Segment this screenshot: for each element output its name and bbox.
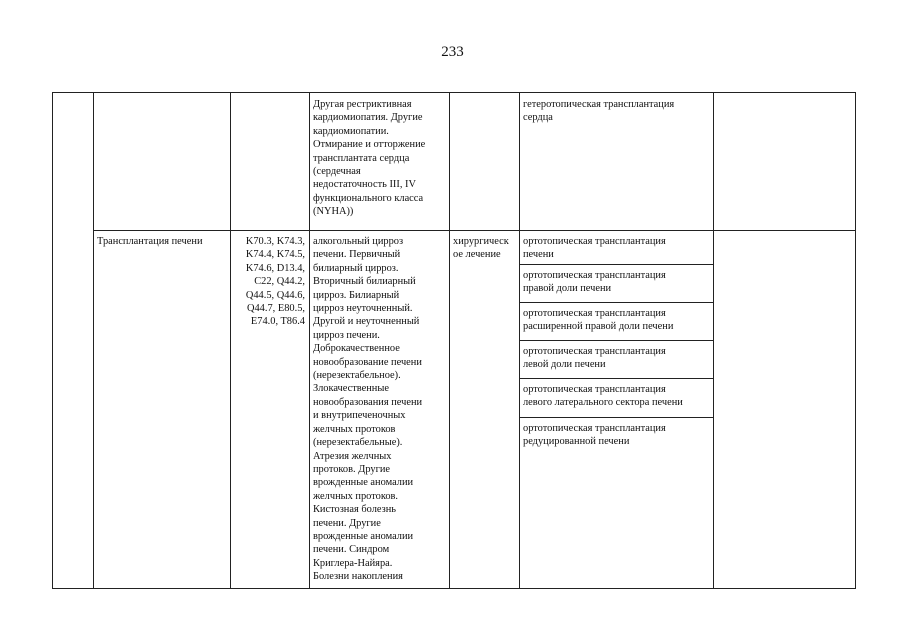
- method-divider: [519, 417, 713, 418]
- method-divider: [519, 378, 713, 379]
- row-divider: [93, 230, 855, 231]
- column-divider: [230, 93, 231, 588]
- method-divider: [519, 302, 713, 303]
- method-orthotopic-liver: ортотопическая трансплантация печени: [523, 236, 666, 261]
- method-reduced-liver: ортотопическая трансплантация редуцированной печени: [523, 423, 666, 448]
- page-number: 233: [441, 44, 464, 60]
- treatment-type-cell: хирургическ ое лечение: [453, 236, 509, 261]
- column-divider: [93, 93, 94, 588]
- document-table: [52, 92, 856, 589]
- heart-indications-cell: Другая рестриктивная кардиомиопатия. Другие кардиомиопатии. Отмирание и отторжение трансплантата сердца (сердечная недостаточность III, IV функционального класса (NYHA)): [313, 99, 426, 218]
- method-left-lateral-sector: ортотопическая трансплантация левого латерального сектора печени: [523, 384, 683, 409]
- column-divider: [713, 93, 714, 588]
- method-divider: [519, 264, 713, 265]
- method-divider: [519, 340, 713, 341]
- method-right-lobe: ортотопическая трансплантация правой доли печени: [523, 270, 666, 295]
- method-left-lobe: ортотопическая трансплантация левой доли печени: [523, 346, 666, 371]
- method-extended-right-lobe: ортотопическая трансплантация расширенной правой доли печени: [523, 308, 674, 333]
- column-divider: [449, 93, 450, 588]
- column-divider: [309, 93, 310, 588]
- liver-transplant-name-cell: Трансплантация печени: [97, 236, 203, 247]
- icd-codes-cell: K70.3, K74.3, K74.4, K74.5, K74.6, D13.4, C22, Q44.2, Q44.5, Q44.6, Q44.7, E80.5, E74.0, T86.4: [245, 236, 305, 328]
- heart-method-cell: гетеротопическая трансплантация сердца: [523, 99, 675, 124]
- liver-indications-cell: алкогольный цирроз печени. Первичный билиарный цирроз. Вторичный билиарный цирроз. Билиарный цирроз неуточненный. Другой и неуточненный цирроз печени. Доброкачественное новообразование печени (нерезектабельное). Злокачественные новообразования печени и внутрипеченочных желчных протоков (нерезектабельные). Атрезия желчных протоков. Другие врожденные аномалии желчных протоков. Кистозная болезнь печени. Другие врожденные аномалии печени. Синдром Криглера-Найяра. Болезни накопления: [313, 236, 423, 583]
